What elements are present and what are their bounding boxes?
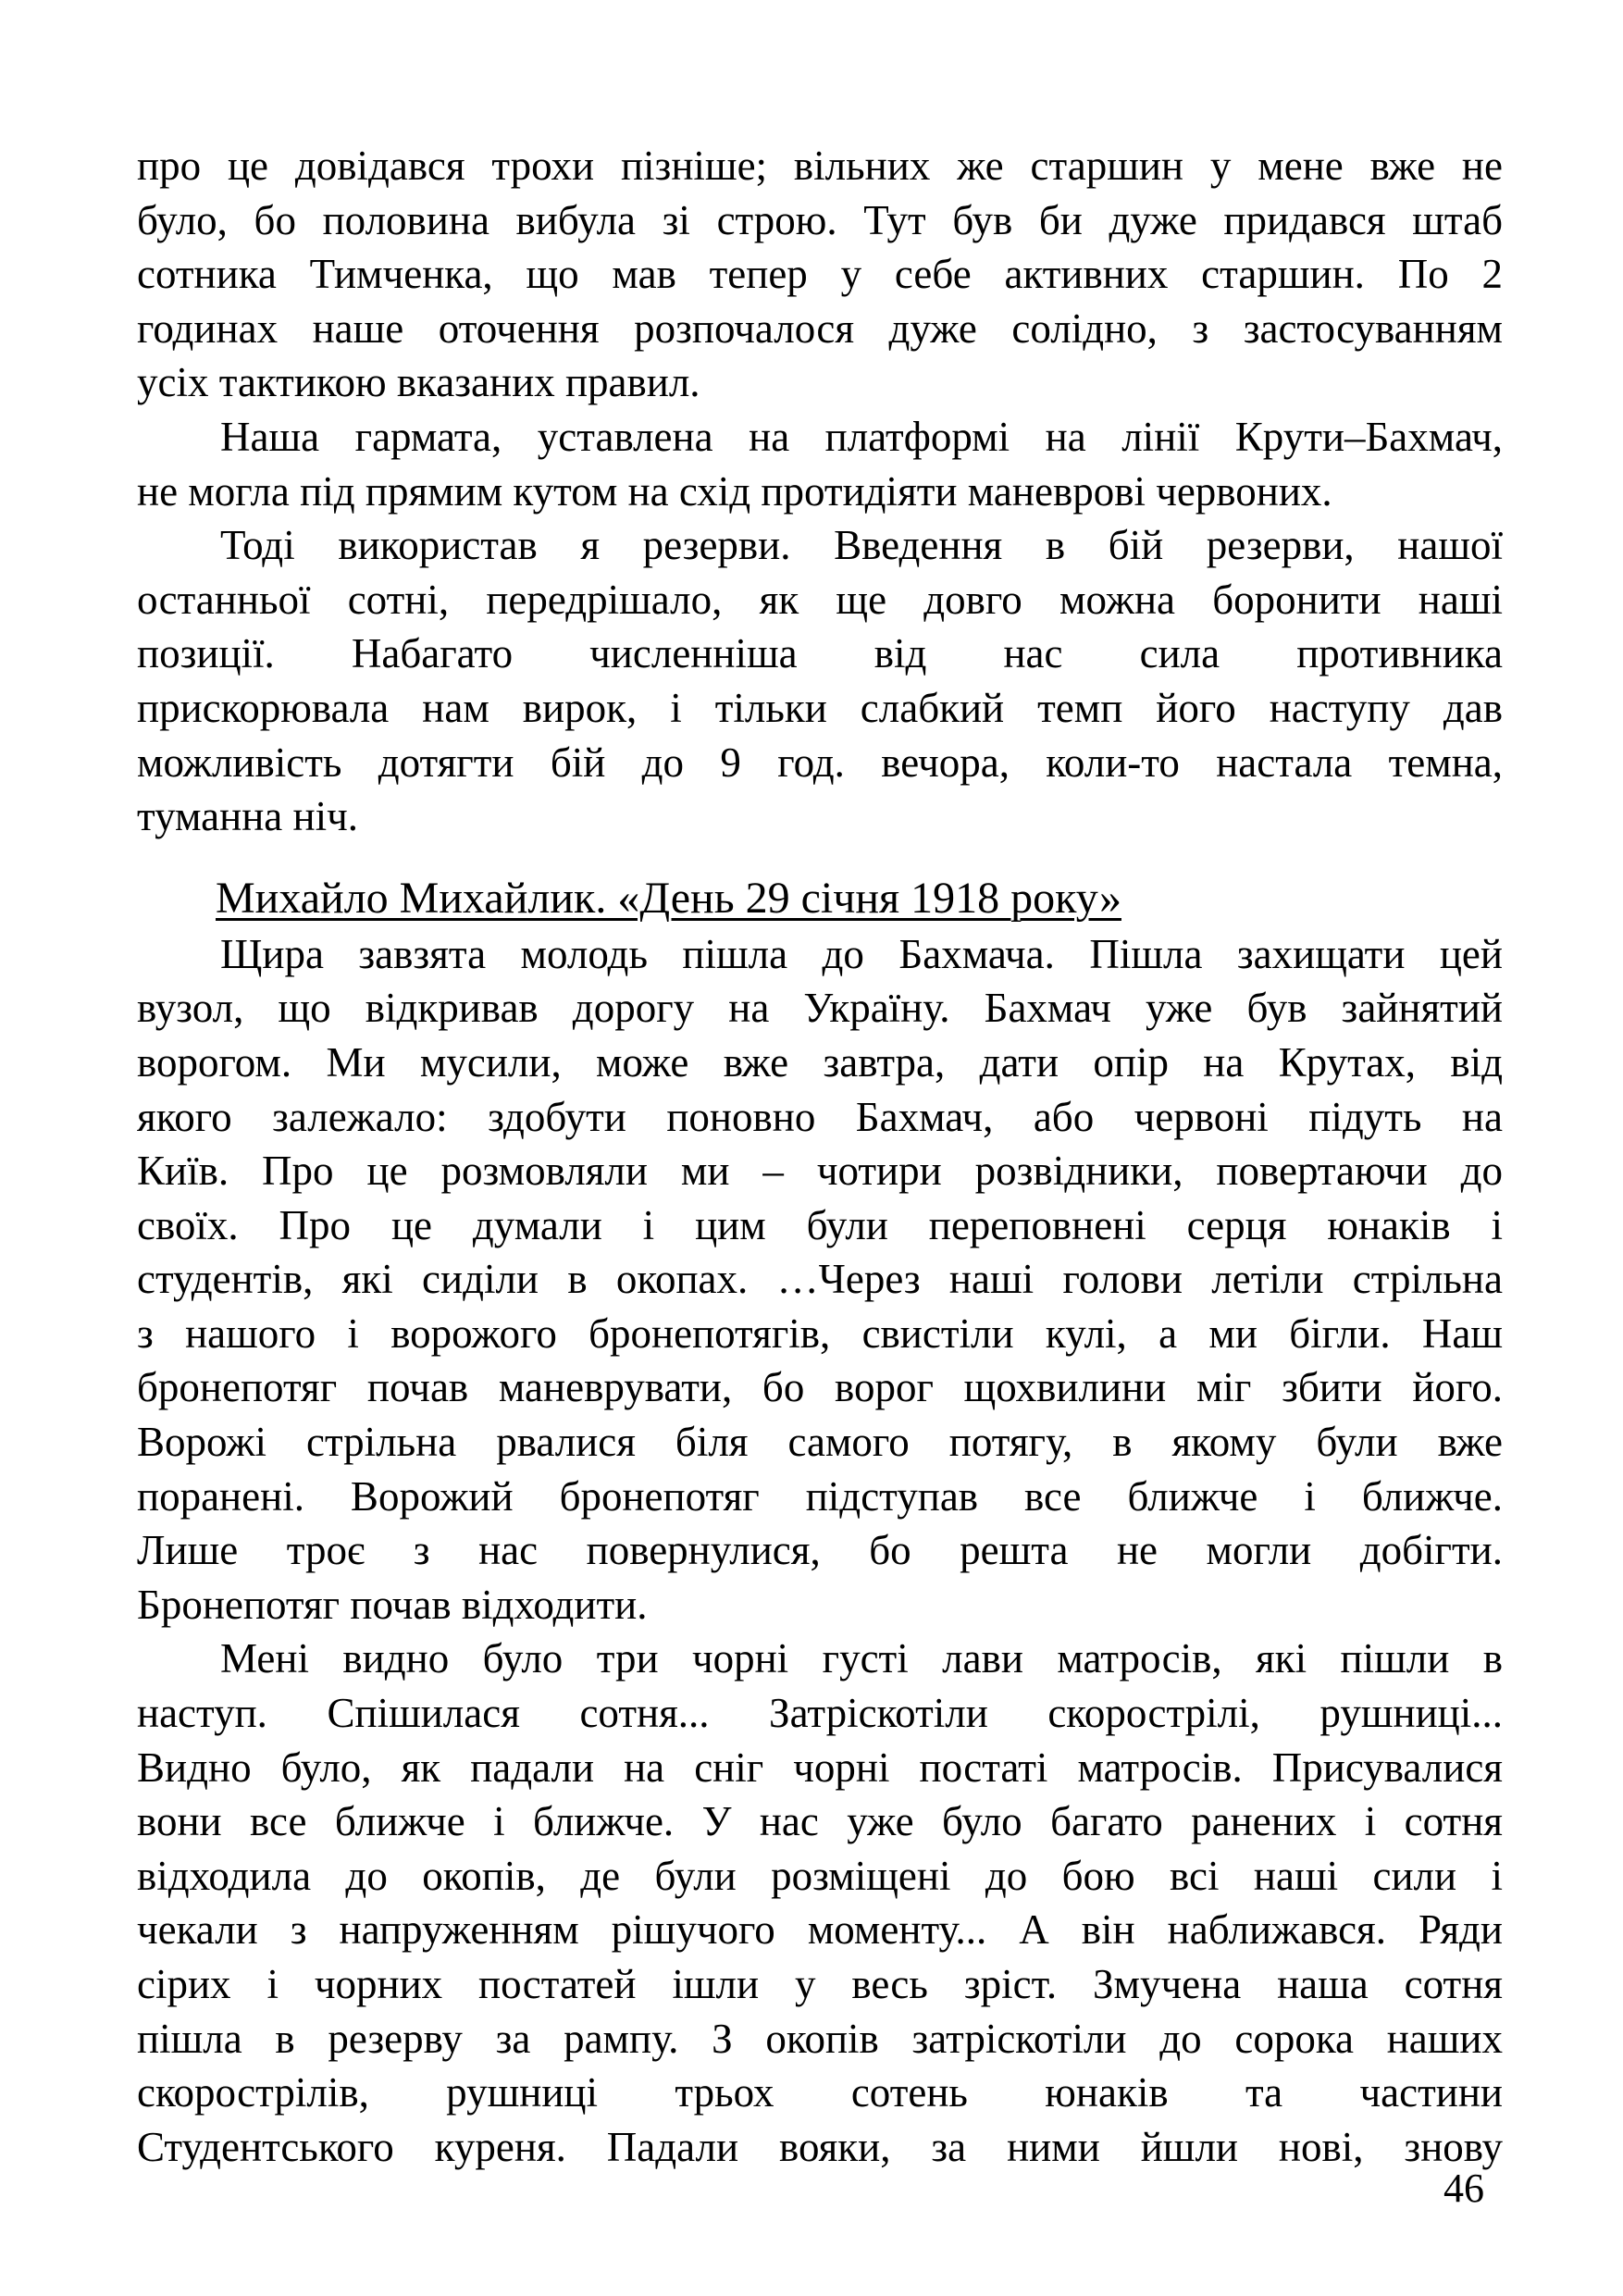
text-line: скорострілів, рушниці трьох сотень юнаків та частини [137, 2069, 1503, 2116]
text-line: Ворожі стрільна рвалися біля самого потягу, в якому були вже [137, 1419, 1503, 1466]
text-line: студентів, які сиділи в окопах. …Через наші голови летіли стрільна [137, 1256, 1503, 1303]
page-body [137, 139, 1503, 2174]
text-line: прискорювала нам вирок, і тільки слабкий темп його наступу дав [137, 684, 1503, 731]
text-line: з нашого і ворожого бронепотягів, свистіли кулі, а ми бігли. Наш [137, 1309, 1503, 1357]
text-line: Студентського куреня. Падали вояки, за ними йшли нові, знову [137, 2123, 1503, 2170]
paragraph [137, 518, 1503, 844]
paragraph [137, 139, 1503, 410]
paragraph [137, 927, 1503, 1632]
text-line: вони все ближче і ближче. У нас уже було багато ранених і сотня [137, 1798, 1503, 1845]
text-line: останньої сотні, передрішало, як ще довго можна боронити наші [137, 576, 1503, 623]
paragraph [137, 1632, 1503, 2174]
text-line: туманна ніч. [137, 793, 358, 840]
text-line: сотника Тимченка, що мав тепер у себе активних старшин. По 2 [137, 251, 1503, 298]
text-line: усіх тактикою вказаних правил. [137, 359, 700, 406]
text-line: сірих і чорних постатей ішли у весь зріст. Змучена наша сотня [137, 1961, 1503, 2007]
text-line: можливість дотягти бій до 9 год. вечора, коли-то настала темна, [137, 738, 1503, 786]
text-line: Наша гармата, уставлена на платформі на лінії Крути–Бахмач, [220, 413, 1503, 460]
text-line: своїх. Про це думали і цим були переповнені серця юнаків і [137, 1201, 1503, 1248]
text-line: Мені видно було три чорні густі лави матросів, які пішли в [220, 1635, 1503, 1682]
text-line: пішла в резерву за рампу. З окопів затріскотіли до сорока наших [137, 2015, 1503, 2062]
text-line: позиції. Набагато численніша від нас сила противника [137, 630, 1503, 677]
text-line: поранені. Ворожий бронепотяг підступав все ближче і ближче. [137, 1472, 1503, 1520]
text-line: відходила до окопів, де були розміщені до бою всі наші сили і [137, 1852, 1503, 1899]
text-line: якого залежало: здобути поновно Бахмач, або червоні підуть на [137, 1093, 1503, 1140]
text-line: Щира завзята молодь пішла до Бахмача. Пішла захищати цей [220, 930, 1503, 977]
text-line: бронепотяг почав маневрувати, бо ворог щохвилини міг збити його. [137, 1364, 1503, 1411]
text-line: не могла під прямим кутом на схід протидіяти маневрові червоних. [137, 467, 1332, 515]
page-number: 46 [1443, 2166, 1484, 2211]
text-line: про це довідався трохи пізніше; вільних же старшин у мене вже не [137, 143, 1503, 189]
section-heading: Михайло Михайлик. «День 29 січня 1918 року» [216, 873, 1121, 923]
paragraph [137, 410, 1503, 518]
text-line: наступ. Спішилася сотня... Затріскотіли скорострілі, рушниці... [137, 1690, 1503, 1737]
text-line: годинах наше оточення розпочалося дуже солідно, з застосуванням [137, 304, 1503, 352]
text-line: Тоді використав я резерви. Введення в бій резерви, нашої [220, 522, 1503, 569]
text-line: Лише троє з нас повернулися, бо решта не могли добігти. [137, 1527, 1503, 1574]
text-line: чекали з напруженням рішучого моменту... А він наближався. Ряди [137, 1906, 1503, 1954]
text-line: Київ. Про це розмовляли ми – чотири розвідники, повертаючи до [137, 1148, 1503, 1195]
text-line: Бронепотяг почав відходити. [137, 1581, 648, 1628]
text-line: Видно було, як падали на сніг чорні постаті матросів. Присувалися [137, 1744, 1503, 1791]
text-line: було, бо половина вибула зі строю. Тут був би дуже придався штаб [137, 196, 1503, 243]
text-line: вузол, що відкривав дорогу на Україну. Бахмач уже був зайнятий [137, 985, 1503, 1032]
text-line: ворогом. Ми мусили, може вже завтра, дати опір на Крутах, від [137, 1038, 1503, 1086]
